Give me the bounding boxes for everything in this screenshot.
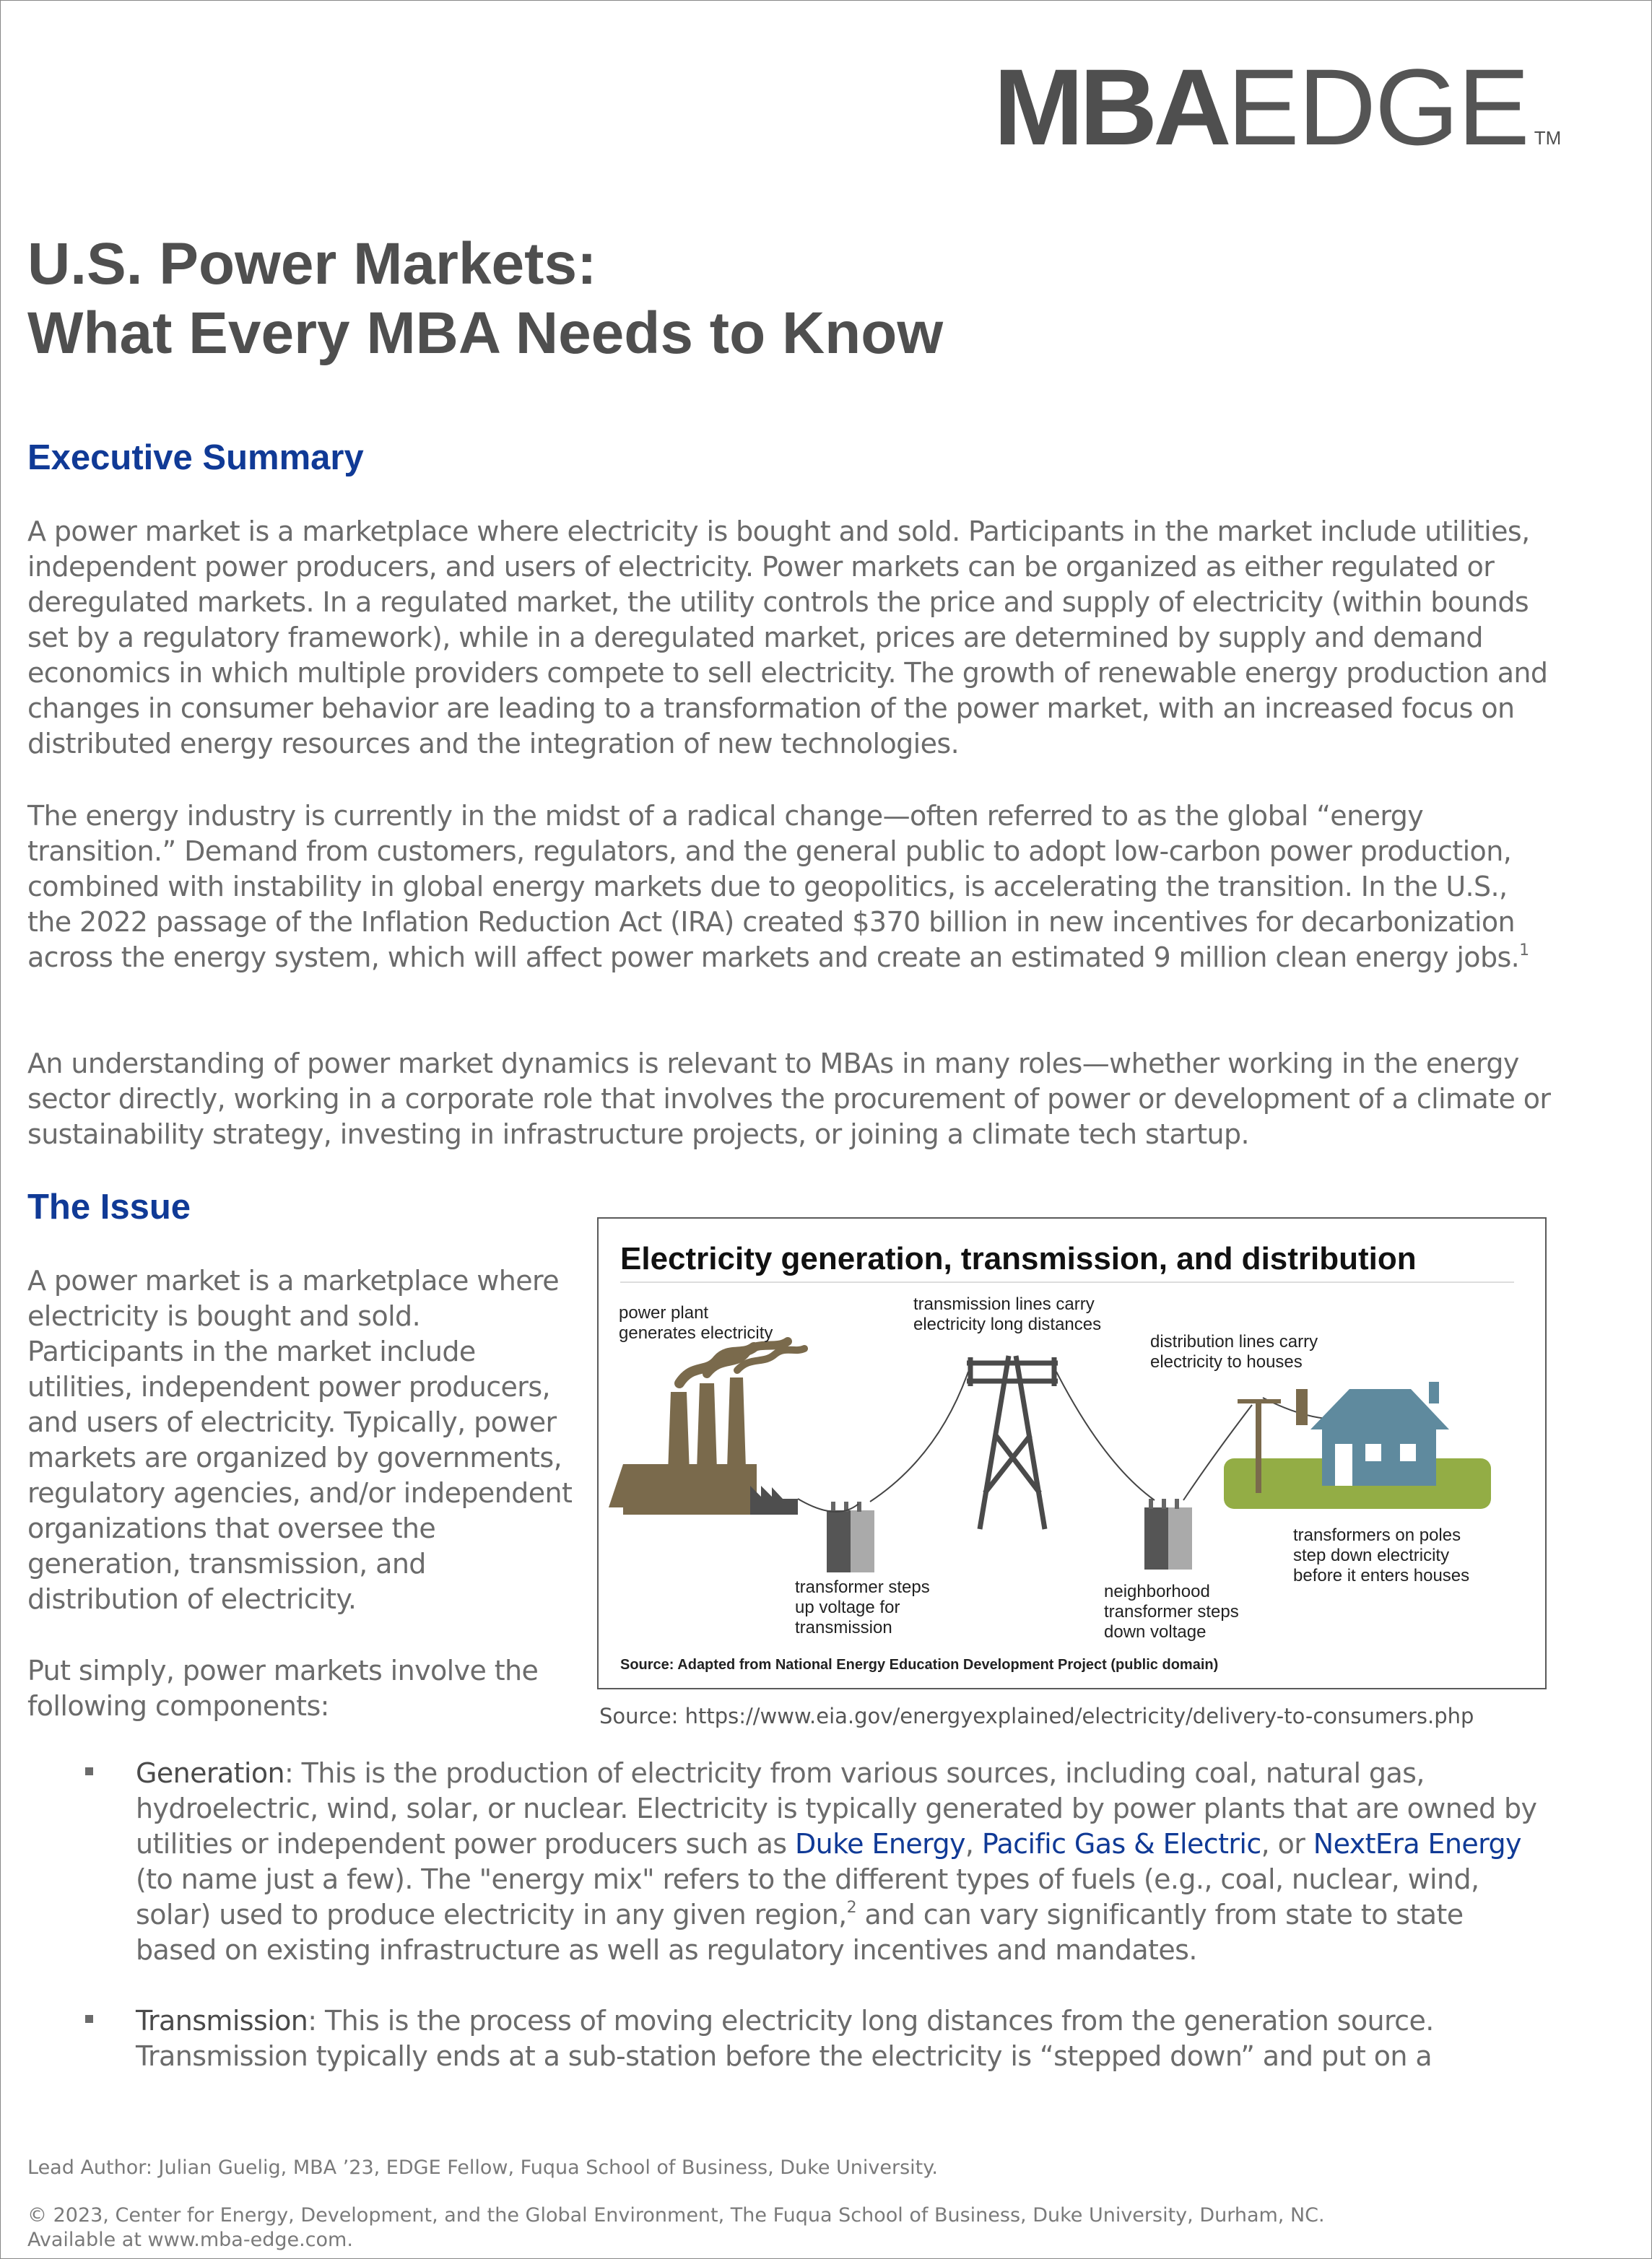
executive-summary-paragraph-3: An understanding of power market dynamics is relevant to MBAs in many roles—whether working in the energy sector directly, working in a corporate role that involves the procurement of power or development of a climate or sustainability strategy, investing in infrastructure projects, or joining a climate tech startup.: [27, 1048, 1551, 1150]
transformer-left-dark: [827, 1510, 851, 1572]
executive-summary-paragraph-2: [27, 798, 1558, 975]
footer-copyright: © 2023, Center for Energy, Development, and the Global Environment, The Fuqua School of Business, Duke University, Durham, NC.: [27, 2204, 1325, 2227]
line-plant-to-transformer: [798, 1499, 858, 1512]
electricity-diagram: [597, 1217, 1547, 1689]
label-distribution-2: electricity to houses: [1150, 1352, 1303, 1372]
electricity-diagram-svg: [599, 1219, 1545, 1688]
label-neighborhood-2: transformer steps: [1104, 1602, 1239, 1622]
label-neighborhood-1: neighborhood: [1104, 1582, 1210, 1601]
figure-source-caption: Source: https://www.eia.gov/energyexplained/electricity/delivery-to-consumers.php: [599, 1704, 1474, 1728]
logo-edge: EDGE: [1227, 46, 1529, 167]
transmission-body: : This is the process of moving electricity long distances from the generation source. Transmission typically ends at a sub-station before the electricity is “stepped down” and put on a: [136, 2005, 1434, 2072]
footnote-1[interactable]: 1: [1519, 941, 1529, 959]
transmission-text: [136, 2005, 1434, 2072]
power-plant-icon: [609, 1341, 804, 1515]
house-roof: [1310, 1389, 1449, 1429]
transformer-right-bushing-3: [1175, 1499, 1179, 1509]
the-issue-paragraph-2: Put simply, power markets involve the following components:: [27, 1655, 539, 1722]
label-poles-1: transformers on poles: [1293, 1525, 1461, 1545]
transformer-left-light: [851, 1510, 874, 1572]
pole-crossarm: [1238, 1399, 1281, 1403]
bullet-marker-icon: [85, 1767, 93, 1775]
pge-link[interactable]: Pacific Gas & Electric: [981, 1828, 1261, 1860]
transformer-right-bushing-1: [1149, 1499, 1153, 1509]
generation-text: [136, 1757, 1536, 1966]
generation-text-b: (to name just a few). The "energy mix" refers to the different types of fuels (e.g., coal, nuclear, wind, solar) used to produce electricity in any given region,: [136, 1863, 1479, 1931]
list-item-generation: [27, 1756, 1551, 1968]
generation-text-c: and can vary significantly from state to state based on existing infrastructure as well as regulatory incentives and mandates.: [136, 1899, 1464, 1966]
the-issue-paragraph-1: A power market is a marketplace where electricity is bought and sold. Participants in the market include utilities, independent power producers, and users of electricity. Typically, power markets are organized by governments, regulatory agencies, and/or independent organizations that oversee the generation, transmission, and distribution of electricity.: [27, 1265, 573, 1615]
generation-text-a: : This is the production of electricity from various sources, including coal, natural gas, hydroelectric, wind, solar, or nuclear. Electricity is typically generated by power plants that are owned by utilities or independent power producers such as: [136, 1757, 1537, 1860]
house-door: [1335, 1444, 1352, 1486]
plant-ramp: [609, 1464, 623, 1507]
pole-transformer-can: [1296, 1389, 1308, 1425]
plant-building: [623, 1464, 757, 1515]
footnote-2[interactable]: 2: [846, 1899, 857, 1917]
nextera-energy-link[interactable]: NextEra Energy: [1313, 1828, 1521, 1860]
label-distribution-1: distribution lines carry: [1150, 1332, 1318, 1352]
label-poles-2: step down electricity: [1293, 1546, 1450, 1565]
grass-and-house-icon: [1224, 1382, 1491, 1509]
footer-available: Available at www.mba-edge.com.: [27, 2229, 353, 2251]
executive-summary-paragraph-2-text: The energy industry is currently in the midst of a radical change—often referred to as the global “energy transition.” Demand from customers, regulators, and the general public to adopt low-carbon power production, combined with instability in global energy markets due to geopolitics, is accelerating the transition. In the U.S., the 2022 passage of the Inflation Reduction Act (IRA) created $370 billion in new incentives for decarbonization across the energy system, which will affect power markets and create an estimated 9 million clean energy jobs.: [27, 800, 1520, 973]
label-poles-3: before it enters houses: [1293, 1566, 1470, 1585]
footer-author: Lead Author: Julian Guelig, MBA ’23, EDGE Fellow, Fuqua School of Business, Duke University.: [27, 2156, 938, 2179]
label-neighborhood-3: down voltage: [1104, 1622, 1207, 1642]
logo-mba: MBA: [994, 46, 1227, 167]
label-stepup-2: up voltage for: [795, 1598, 900, 1617]
diagram-inner-source: Source: Adapted from National Energy Education Development Project (public domain): [620, 1657, 1219, 1673]
label-stepup-3: transmission: [795, 1618, 892, 1637]
label-transmission-1: transmission lines carry: [913, 1294, 1095, 1314]
transformer-right-bushing-2: [1162, 1499, 1166, 1509]
page-title: [27, 230, 1110, 368]
components-list: [27, 1756, 1551, 2074]
transformer-left-bushing-1: [831, 1502, 835, 1512]
label-stepup-1: transformer steps: [795, 1577, 930, 1597]
pole-shaft: [1256, 1399, 1261, 1493]
mba-edge-logo: [994, 46, 1562, 167]
generation-sep-1: ,: [965, 1828, 982, 1860]
transmission-tower-icon: [967, 1356, 1058, 1529]
transformer-right-light: [1168, 1507, 1192, 1570]
duke-energy-link[interactable]: Duke Energy: [794, 1828, 965, 1860]
transmission-term: Transmission: [136, 2005, 308, 2037]
executive-summary-paragraph-1: A power market is a marketplace where electricity is bought and sold. Participants in the market include utilities, independent power producers, and users of electricity. Power markets can be organized as either regulated or deregulated markets. In a regulated market, the utility controls the price and supply of electricity (within bounds set by a regulatory framework), while in a deregulated market, prices are determined by supply and demand economics in which multiple providers compete to sell electricity. The growth of renewable energy production and changes in consumer behavior are leading to a transformation of the power market, with an increased focus on distributed energy resources and the integration of new technologies.: [27, 515, 1548, 759]
diagram-title: Electricity generation, transmission, and distribution: [620, 1241, 1417, 1276]
generation-term: Generation: [136, 1757, 284, 1789]
label-plant-1: power plant: [619, 1303, 709, 1323]
line-tower-to-substation: [1056, 1372, 1155, 1500]
label-plant-2: generates electricity: [619, 1323, 773, 1343]
logo-trademark: TM: [1534, 127, 1562, 149]
the-issue-heading: The Issue: [27, 1188, 191, 1227]
factory-sawtooth: [750, 1486, 798, 1515]
neighborhood-transformer-icon: [1144, 1499, 1192, 1570]
generation-sep-2: , or: [1261, 1828, 1313, 1860]
house-chimney: [1429, 1382, 1439, 1403]
house-window-2: [1400, 1444, 1416, 1461]
executive-summary-heading: Executive Summary: [27, 438, 364, 477]
list-item-transmission: [27, 2003, 1551, 2074]
label-transmission-2: electricity long distances: [913, 1315, 1102, 1334]
line-transformer-to-tower: [870, 1372, 968, 1502]
title-line-2: What Every MBA Needs to Know: [27, 300, 944, 366]
bullet-marker-icon: [85, 2015, 93, 2023]
transformer-right-dark: [1144, 1507, 1168, 1570]
transformer-left-bushing-3: [857, 1502, 861, 1512]
house-window-1: [1365, 1444, 1381, 1461]
title-line-1: U.S. Power Markets:: [27, 231, 597, 297]
